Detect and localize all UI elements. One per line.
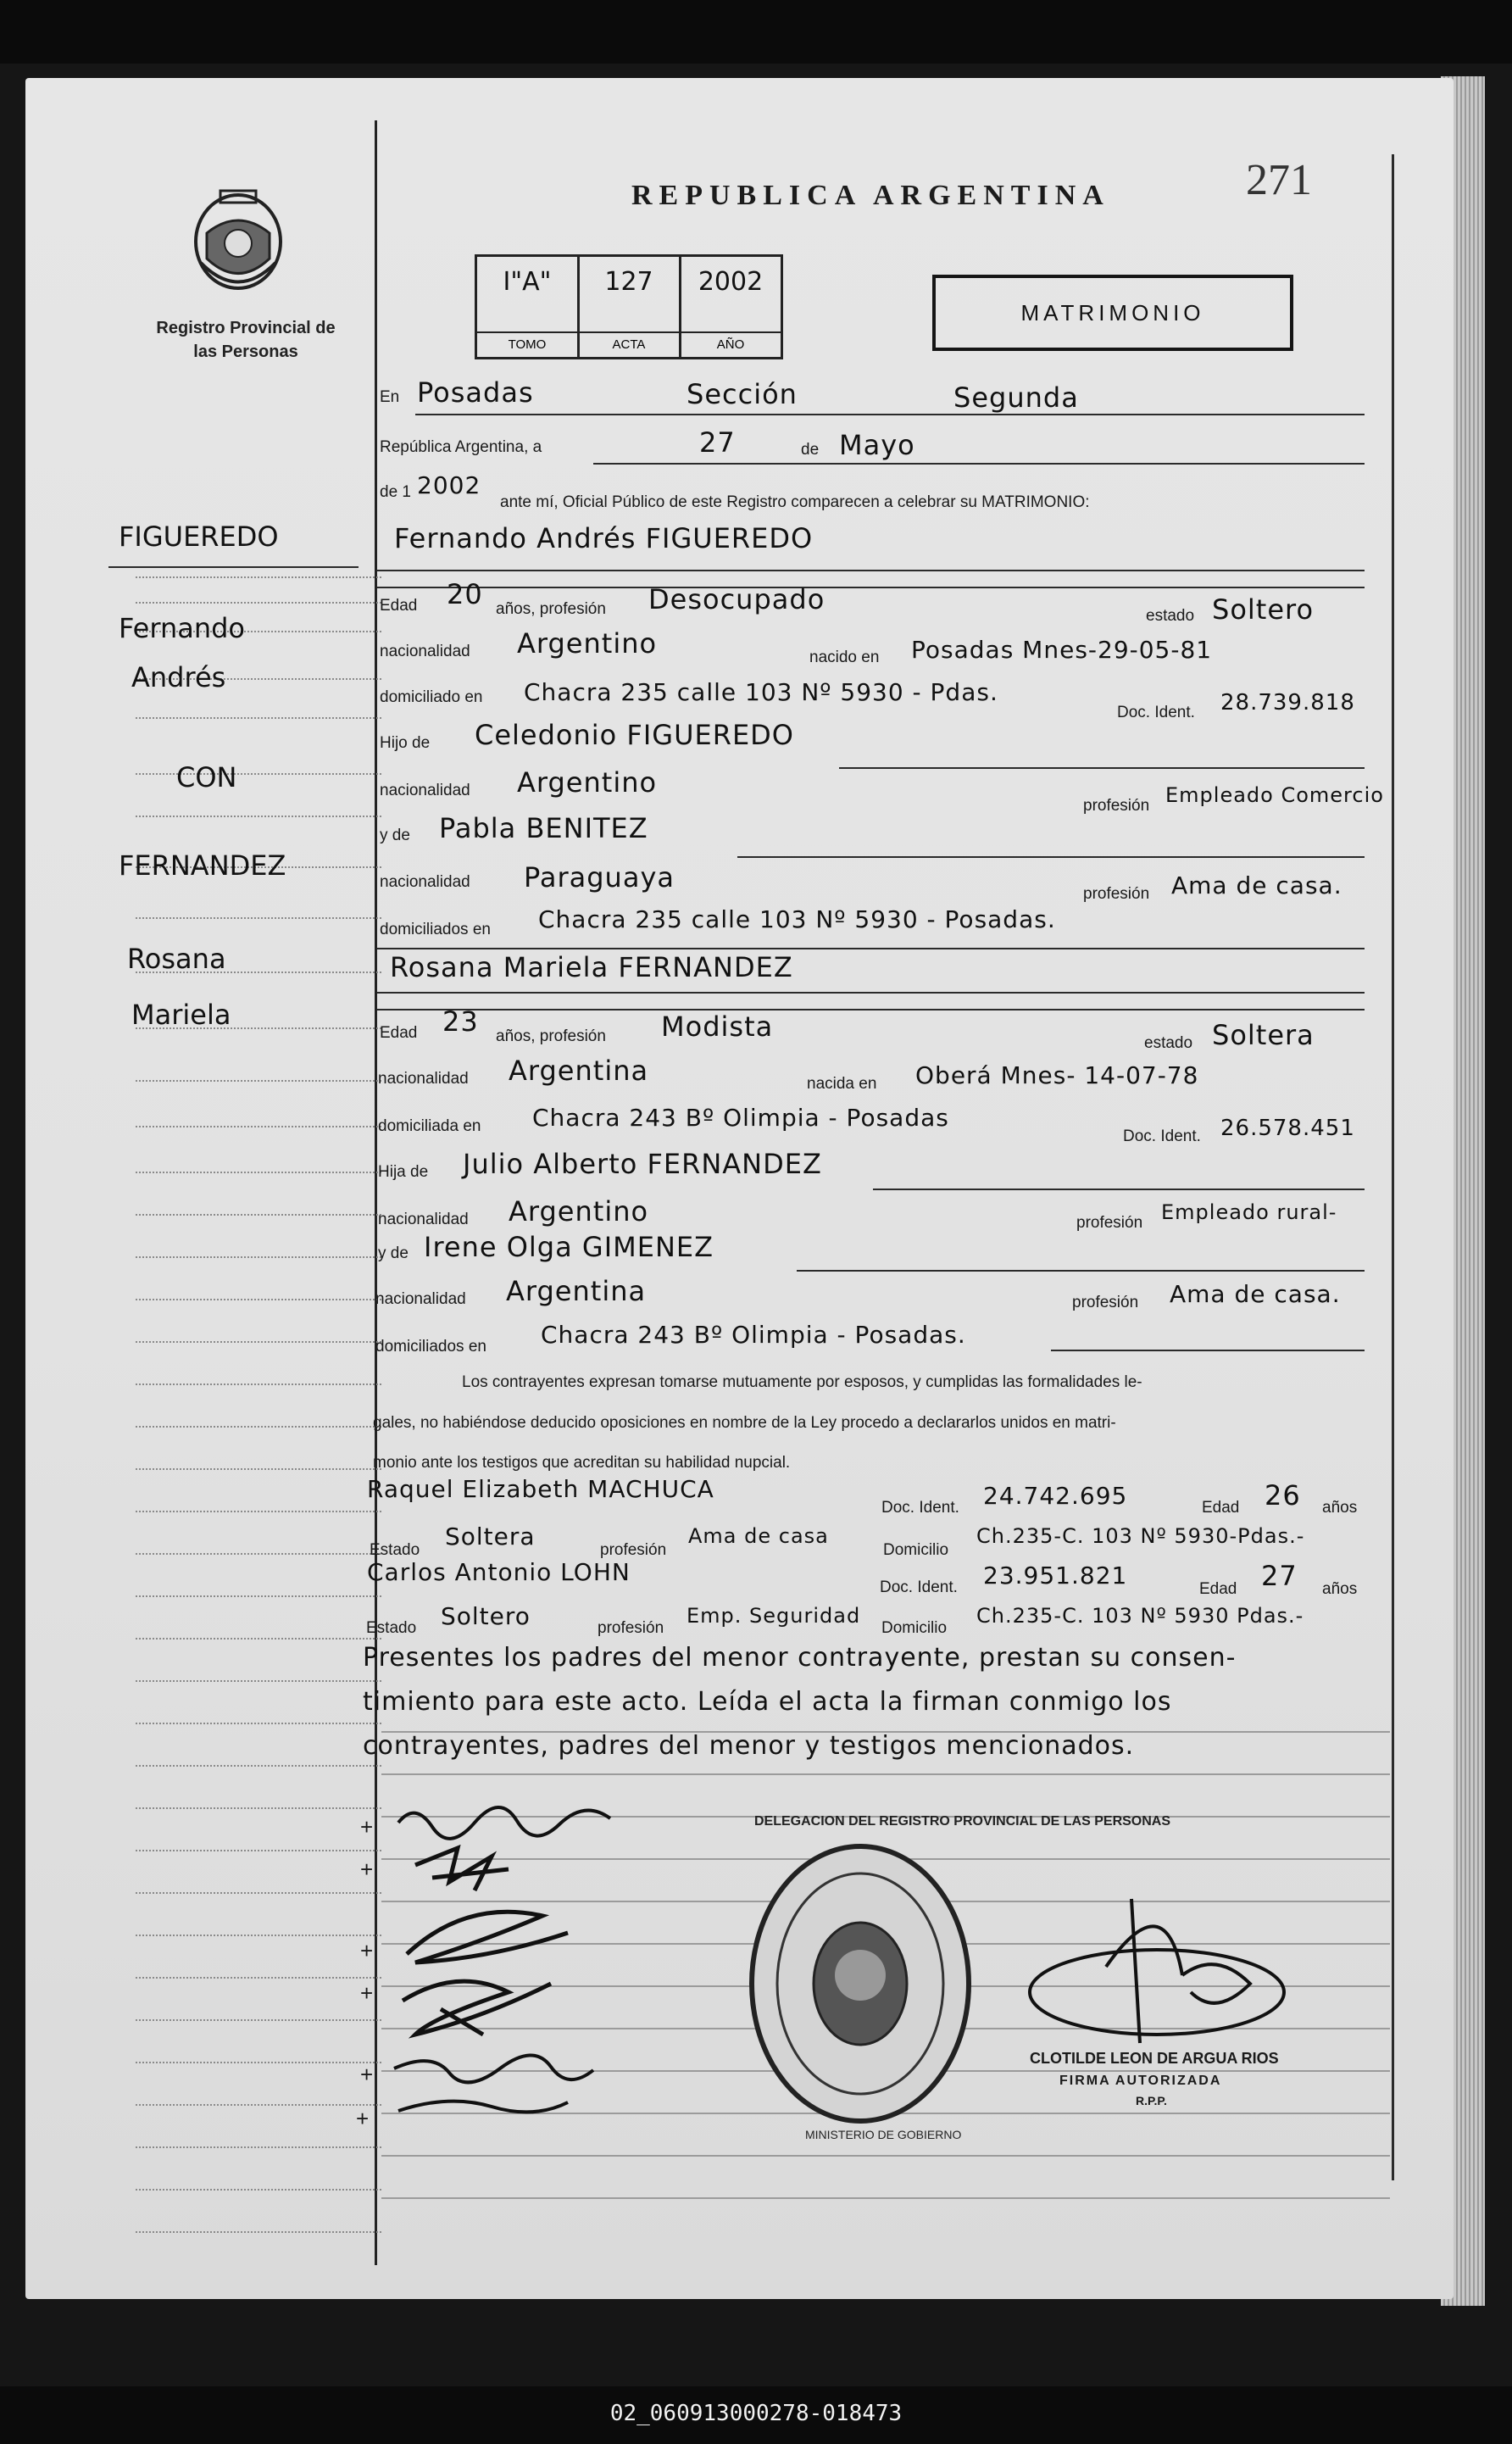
groom-mother-label: y de <box>380 827 410 844</box>
declaration-line1: Los contrayentes expresan tomarse mutuamente por esposos, y cumplidas las formalidades le- <box>462 1373 1142 1391</box>
groom-birthplace: Posadas Mnes-29-05-81 <box>911 636 1213 664</box>
groom-nationality: Argentino <box>517 627 658 660</box>
bride-father-profession: Empleado rural- <box>1161 1200 1337 1224</box>
groom-father: Celedonio FIGUEREDO <box>475 719 794 751</box>
bride-mother-prof-label: profesión <box>1072 1294 1139 1311</box>
witness1-doc: 24.742.695 <box>983 1482 1128 1510</box>
bride-estado: Soltera <box>1212 1019 1315 1051</box>
witness1-age: 26 <box>1265 1479 1301 1511</box>
seal-inner-text: MINISTERIO DE GOBIERNO <box>805 2128 962 2141</box>
groom-estado: Soltero <box>1212 593 1315 626</box>
bride-birthplace: Oberá Mnes- 14-07-78 <box>915 1061 1199 1089</box>
margin-rule <box>375 120 377 2265</box>
witness2-doc-label: Doc. Ident. <box>880 1578 958 1596</box>
groom-mother: Pabla BENITEZ <box>439 812 648 844</box>
registry-name: Registro Provincial de las Personas <box>156 319 336 361</box>
groom-age: 20 <box>447 578 483 610</box>
acta-cell: 127 ACTA <box>579 257 681 357</box>
label-en: En <box>380 388 400 406</box>
coat-of-arms-icon <box>188 182 288 297</box>
page-number: 271 <box>1246 156 1312 204</box>
bride-nationality: Argentina <box>509 1055 649 1087</box>
bride-mother-nationality: Argentina <box>506 1275 647 1307</box>
witness2-prof-label: profesión <box>598 1619 664 1637</box>
margin-given2b: Mariela <box>131 999 231 1031</box>
margin-underline <box>108 566 359 568</box>
witness1-anos-label: años <box>1322 1499 1358 1517</box>
witness1-profession: Ama de casa <box>688 1524 829 1548</box>
bride-doc-label: Doc. Ident. <box>1123 1127 1201 1145</box>
line-bride-name-2 <box>377 1009 1365 1010</box>
anio-cell: 2002 AÑO <box>681 257 781 357</box>
seal-outer-text: DELEGACION DEL REGISTRO PROVINCIAL DE LAS PERSONAS <box>754 1814 1171 1829</box>
groom-mother-nat-label: nacionalidad <box>380 873 470 891</box>
value-month: Mayo <box>839 429 915 461</box>
line-bride-father <box>873 1189 1365 1190</box>
groom-nationality-label: nacionalidad <box>380 643 470 660</box>
groom-parents-address: Chacra 235 calle 103 Nº 5930 - Posadas. <box>538 905 1056 933</box>
bride-father-prof-label: profesión <box>1076 1214 1143 1232</box>
declaration-line3: monio ante los testigos que acreditan su habilidad nupcial. <box>373 1454 791 1472</box>
bride-father: Julio Alberto FERNANDEZ <box>463 1148 822 1180</box>
groom-address: Chacra 235 calle 103 Nº 5930 - Pdas. <box>524 678 998 706</box>
label-de19: de 1 <box>380 483 411 501</box>
file-id-footer: 02_060913000278-018473 <box>609 2401 903 2426</box>
witness2-estado-label: Estado <box>366 1619 417 1637</box>
bride-mother-label: y de <box>378 1244 409 1262</box>
bride-mother: Irene Olga GIMENEZ <box>424 1231 714 1263</box>
groom-profession: Desocupado <box>648 583 825 615</box>
groom-father-nationality: Argentino <box>517 766 658 799</box>
groom-doc: 28.739.818 <box>1220 690 1355 715</box>
bride-father-nationality: Argentino <box>509 1195 649 1228</box>
handwritten-signatures-image <box>381 1797 661 2136</box>
notes-line2: timiento para este acto. Leída el acta la firman conmigo los <box>363 1687 1172 1717</box>
groom-mother-profession: Ama de casa. <box>1171 871 1342 899</box>
witness1-estado: Soltera <box>445 1523 536 1550</box>
value-seccion: Segunda <box>953 381 1079 414</box>
right-rule <box>1392 154 1394 2180</box>
witness2-estado: Soltero <box>441 1602 531 1630</box>
bride-doc: 26.578.451 <box>1220 1116 1355 1141</box>
groom-address-label: domiciliado en <box>380 688 483 706</box>
witness2-address: Ch.235-C. 103 Nº 5930 Pdas.- <box>976 1604 1304 1628</box>
bride-father-nat-label: nacionalidad <box>378 1211 469 1228</box>
witness2-age: 27 <box>1261 1560 1298 1592</box>
label-republica: República Argentina, a <box>380 438 542 456</box>
bride-age: 23 <box>442 1005 479 1038</box>
witness2-age-label: Edad <box>1199 1580 1237 1598</box>
margin-given2a: Rosana <box>127 943 226 975</box>
line-groom-mother <box>737 856 1365 858</box>
line-bride-mother <box>797 1270 1365 1272</box>
bride-age-label: Edad <box>380 1024 418 1042</box>
groom-birthplace-label: nacido en <box>809 649 880 666</box>
label-seccion: Sección <box>687 378 798 410</box>
line-bride-name <box>377 992 1365 994</box>
value-city: Posadas <box>417 376 534 409</box>
bride-profession: Modista <box>661 1010 774 1043</box>
margin-surname2: FERNANDEZ <box>119 849 286 882</box>
groom-profession-label: años, profesión <box>496 600 606 618</box>
declaration-line2: gales, no habiéndose deducido oposiciones en nombre de la Ley procedo a declararlos unidos en matri- <box>373 1414 1116 1432</box>
document-type-box: MATRIMONIO <box>932 275 1293 351</box>
bride-birthplace-label: nacida en <box>807 1075 877 1093</box>
witness1-address: Ch.235-C. 103 Nº 5930-Pdas.- <box>976 1524 1305 1548</box>
tomo-cell: I"A" TOMO <box>477 257 580 357</box>
groom-parents-address-label: domiciliados en <box>380 921 491 938</box>
bride-parents-address: Chacra 243 Bº Olimpia - Posadas. <box>541 1321 966 1349</box>
witness2-name: Carlos Antonio LOHN <box>367 1558 631 1586</box>
label-de: de <box>801 441 820 459</box>
notes-line3: contrayentes, padres del menor y testigos mencionados. <box>363 1731 1135 1761</box>
value-year: 2002 <box>417 471 481 499</box>
groom-estado-label: estado <box>1146 607 1195 625</box>
bride-estado-label: estado <box>1144 1034 1193 1052</box>
witness2-profession: Emp. Seguridad <box>687 1604 861 1628</box>
groom-father-prof-label: profesión <box>1083 797 1150 815</box>
groom-mother-nationality: Paraguaya <box>524 861 675 894</box>
line-groom-father <box>839 767 1365 769</box>
line-bride-parents <box>1051 1350 1365 1351</box>
line-groom-parents <box>377 948 1365 949</box>
witness1-address-label: Domicilio <box>883 1541 949 1559</box>
witness2-anos-label: años <box>1322 1580 1358 1598</box>
notes-line1: Presentes los padres del menor contrayente, prestan su consen- <box>363 1643 1237 1673</box>
witness2-doc: 23.951.821 <box>983 1562 1128 1589</box>
bride-full-name: Rosana Mariela FERNANDEZ <box>390 951 793 983</box>
official-signature-image <box>1021 1865 1301 2060</box>
witness1-age-label: Edad <box>1202 1499 1240 1517</box>
bride-profession-label: años, profesión <box>496 1027 606 1045</box>
bride-parents-address-label: domiciliados en <box>375 1338 486 1356</box>
bride-address-label: domiciliada en <box>378 1117 481 1135</box>
country-title: REPUBLICA ARGENTINA <box>631 180 1110 211</box>
value-day: 27 <box>699 426 736 459</box>
witness1-doc-label: Doc. Ident. <box>881 1499 959 1517</box>
intro-text: ante mí, Oficial Público de este Registro comparecen a celebrar su MATRIMONIO: <box>500 493 1090 511</box>
witness1-estado-label: Estado <box>370 1541 420 1559</box>
bride-mother-nat-label: nacionalidad <box>375 1290 466 1308</box>
line-groom-name <box>377 570 1365 571</box>
bride-address: Chacra 243 Bº Olimpia - Posadas <box>532 1104 949 1132</box>
bride-father-label: Hija de <box>378 1163 429 1181</box>
bride-nationality-label: nacionalidad <box>378 1070 469 1088</box>
groom-full-name: Fernando Andrés FIGUEREDO <box>394 522 814 554</box>
official-org: R.P.P. <box>1136 2094 1167 2107</box>
record-boxes <box>475 254 783 359</box>
witness1-prof-label: profesión <box>600 1541 667 1559</box>
groom-father-nat-label: nacionalidad <box>380 782 470 799</box>
line-intro2 <box>593 463 1365 465</box>
margin-given1b: Andrés <box>131 661 226 693</box>
witness2-address-label: Domicilio <box>881 1619 948 1637</box>
margin-connector: CON <box>176 761 237 793</box>
line-intro1 <box>415 414 1365 415</box>
official-seal-icon <box>746 1840 975 2128</box>
line-groom-name-2 <box>377 587 1365 588</box>
official-role: FIRMA AUTORIZADA <box>1059 2074 1222 2088</box>
groom-age-label: Edad <box>380 597 418 615</box>
official-name: CLOTILDE LEON DE ARGUA RIOS <box>1030 2050 1279 2067</box>
groom-mother-prof-label: profesión <box>1083 885 1150 903</box>
margin-surname1: FIGUEREDO <box>119 521 279 553</box>
groom-father-profession: Empleado Comercio <box>1165 783 1384 807</box>
groom-doc-label: Doc. Ident. <box>1117 704 1195 721</box>
bride-mother-profession: Ama de casa. <box>1170 1280 1341 1308</box>
groom-father-label: Hijo de <box>380 734 431 752</box>
margin-given1a: Fernando <box>119 612 245 644</box>
witness1-name: Raquel Elizabeth MACHUCA <box>367 1475 714 1503</box>
